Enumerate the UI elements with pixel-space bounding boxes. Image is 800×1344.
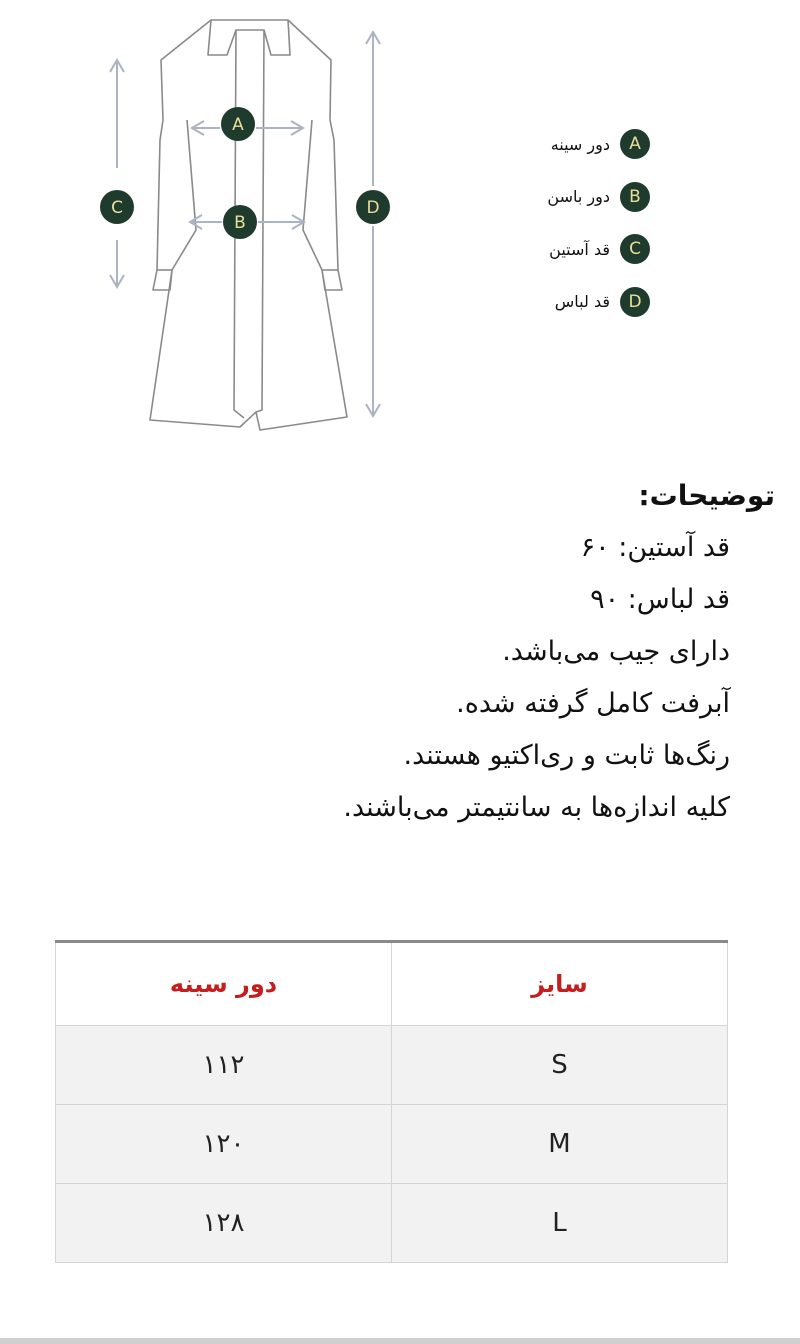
- bottom-divider: [0, 1338, 800, 1344]
- legend-badge: A: [620, 129, 650, 159]
- table-row: [56, 1026, 728, 1105]
- cell-size: L: [392, 1184, 728, 1263]
- legend-badge: D: [620, 287, 650, 317]
- header-size: سایز: [392, 942, 728, 1026]
- legend-item-length: [480, 282, 650, 322]
- cell-chest: ۱۲۸: [56, 1184, 392, 1263]
- legend-item-chest: [480, 124, 650, 164]
- legend-label: دور سینه: [550, 134, 610, 154]
- legend-item-sleeve: [480, 229, 650, 269]
- legend-label: قد آستین: [549, 239, 610, 259]
- cell-size: M: [392, 1105, 728, 1184]
- table-row: [56, 1184, 728, 1263]
- svg-text:A: A: [232, 115, 244, 135]
- cell-size: S: [392, 1026, 728, 1105]
- description-line-length: قد لباس: ۹۰: [590, 584, 730, 615]
- legend-label: دور باسن: [547, 187, 610, 206]
- size-table: [55, 940, 728, 1263]
- legend-item-hip: [480, 177, 650, 217]
- description-line-sleeve: قد آستین: ۶۰: [580, 532, 730, 563]
- badge-a: [221, 107, 255, 141]
- garment-size-diagram: [0, 0, 800, 440]
- cell-chest: ۱۱۲: [56, 1026, 392, 1105]
- table-row: [56, 1105, 728, 1184]
- badge-b: [223, 205, 257, 239]
- description-line-color: رنگ‌ها ثابت و ری‌اکتیو هستند.: [403, 740, 730, 771]
- cell-chest: ۱۲۰: [56, 1105, 392, 1184]
- measurement-legend: [480, 124, 650, 334]
- product-description: [170, 472, 775, 834]
- badge-d: [356, 190, 390, 224]
- description-title: توضیحات:: [638, 479, 775, 512]
- description-line-units: کلیه اندازه‌ها به سانتیمتر می‌باشند.: [343, 792, 730, 823]
- legend-label: قد لباس: [554, 292, 610, 311]
- legend-badge: C: [620, 234, 650, 264]
- svg-text:B: B: [234, 213, 246, 233]
- badge-c: [100, 190, 134, 224]
- description-line-shrink: آبرفت کامل گرفته شده.: [456, 688, 730, 719]
- svg-text:C: C: [111, 198, 123, 218]
- legend-badge: B: [620, 182, 650, 212]
- svg-text:D: D: [366, 198, 380, 218]
- header-chest: دور سینه: [56, 942, 392, 1026]
- table-header-row: [56, 942, 728, 1026]
- description-line-pocket: دارای جیب می‌باشد.: [502, 636, 730, 667]
